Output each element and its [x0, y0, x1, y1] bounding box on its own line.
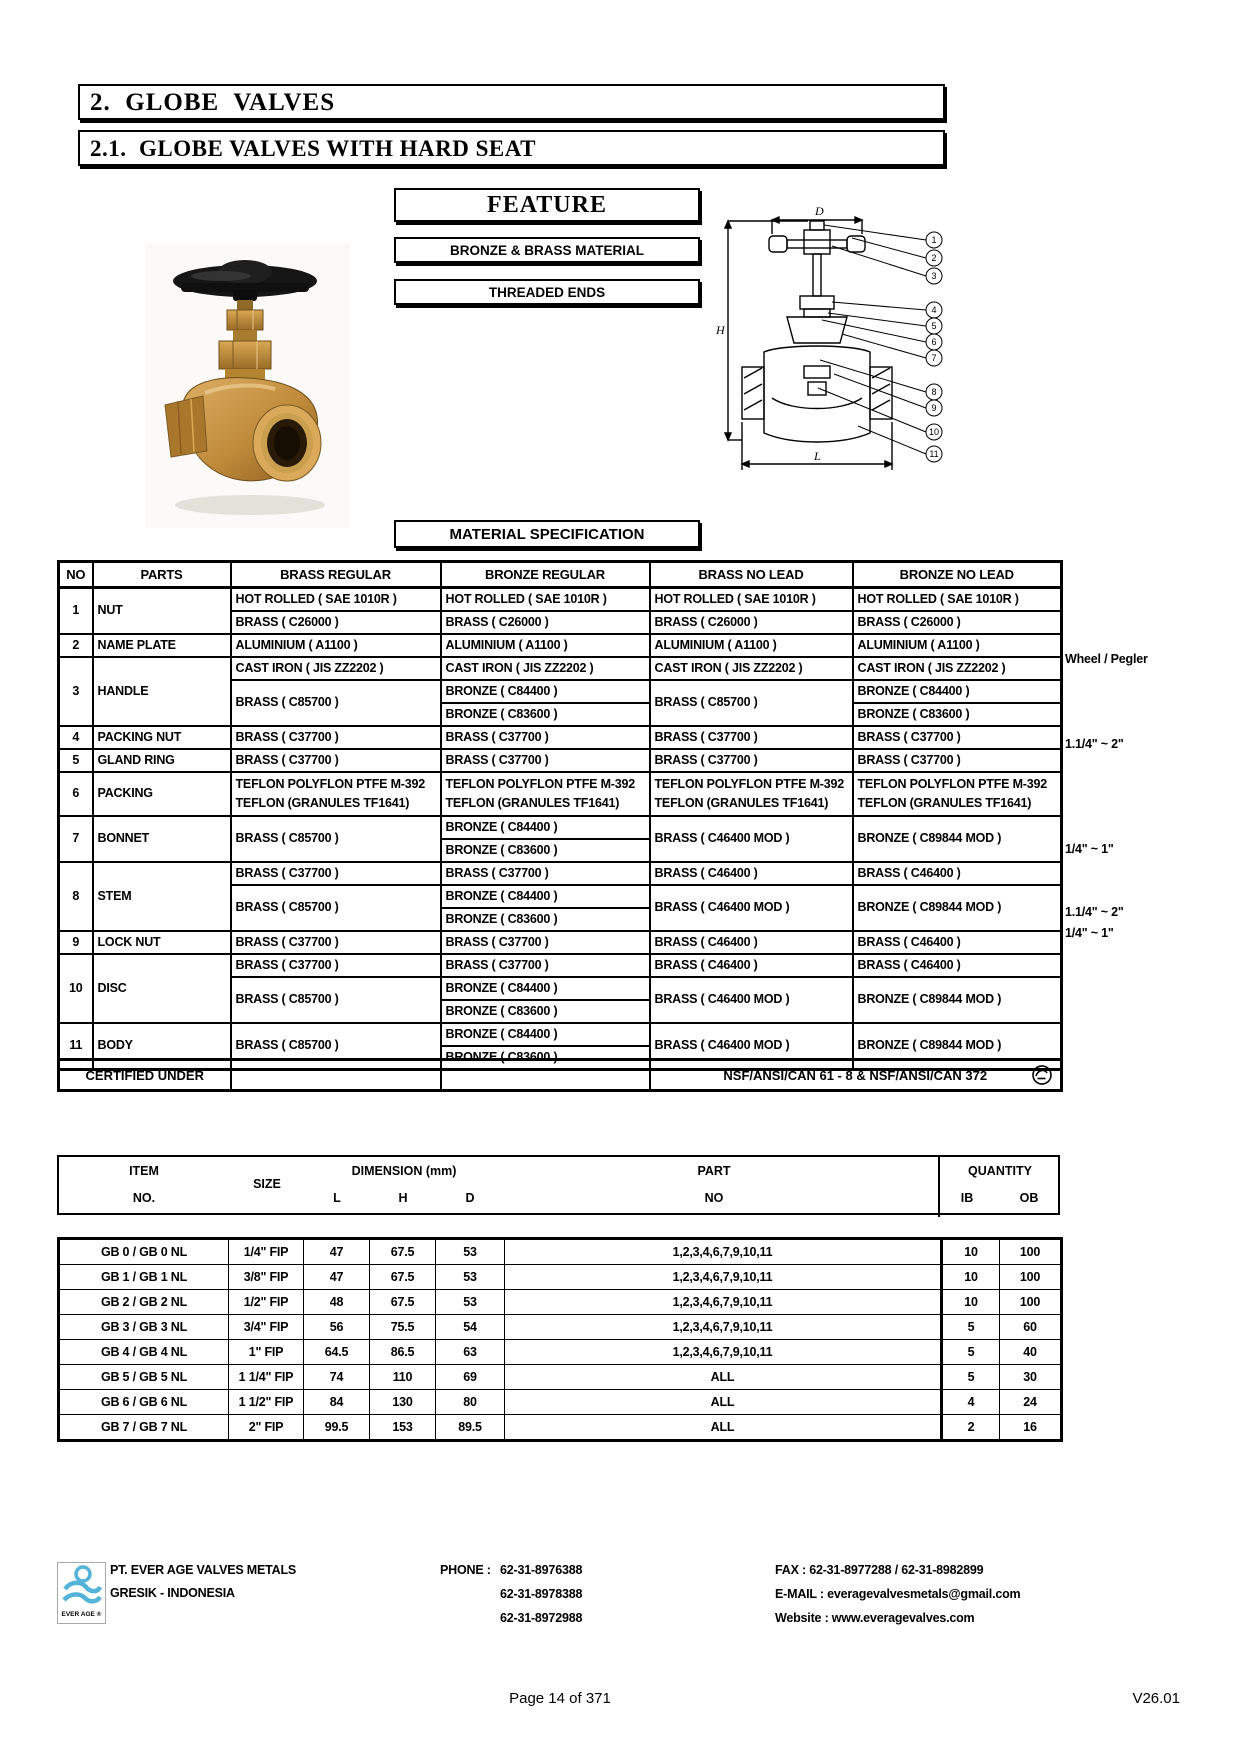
dt-cell: GB 1 / GB 1 NL	[59, 1265, 229, 1290]
dt-cell: 100	[1000, 1265, 1062, 1290]
table-row	[59, 588, 1062, 612]
subsection-title: 2.1. GLOBE VALVES WITH HARD SEAT	[90, 136, 536, 161]
valve-diagram	[712, 202, 957, 550]
dt-cell: 1,2,3,4,6,7,9,10,11	[505, 1265, 942, 1290]
dt-cell: 99.5	[304, 1415, 370, 1441]
dt-header-divider	[938, 1157, 940, 1217]
dt-cell: 86.5	[370, 1340, 436, 1365]
dt-cell: 24	[1000, 1390, 1062, 1415]
company-name: PT. EVER AGE VALVES METALS	[110, 1563, 297, 1577]
certified-label: CERTIFIED UNDER	[59, 1060, 231, 1091]
mt-cell: BRASS ( C85700 )	[231, 1023, 441, 1070]
mt-cell: BRASS ( C46400 )	[853, 954, 1062, 977]
mt-cell: BRONZE ( C84400 )	[441, 977, 650, 1000]
dt-cell: 5	[942, 1340, 1000, 1365]
dimension-table-header	[57, 1155, 1060, 1215]
dt-cell: 2" FIP	[229, 1415, 304, 1441]
callout-number: 3	[931, 271, 937, 281]
dt-cell: 1 1/4" FIP	[229, 1365, 304, 1390]
dt-cell: 1,2,3,4,6,7,9,10,11	[505, 1315, 942, 1340]
feature-heading-box	[394, 188, 700, 222]
mt-cell: BRASS ( C46400 )	[650, 931, 853, 954]
dt-cell: 67.5	[370, 1239, 436, 1265]
mt-cell: ALUMINIUM ( A1100 )	[441, 634, 650, 657]
mt-cell: BRASS ( C37700 )	[441, 931, 650, 954]
callout-number: 4	[931, 305, 937, 315]
mt-cell: 5	[59, 749, 93, 772]
table-row	[59, 1340, 1062, 1365]
mt-cell: LOCK NUT	[93, 931, 231, 954]
dt-cell: 110	[370, 1365, 436, 1390]
mt-cell: BRASS ( C37700 )	[853, 726, 1062, 749]
mt-cell: BRONZE ( C84400 )	[441, 816, 650, 839]
table-row	[59, 954, 1062, 977]
mt-cell: BRASS ( C85700 )	[231, 680, 441, 726]
dt-cell: GB 6 / GB 6 NL	[59, 1390, 229, 1415]
material-spec-heading: MATERIAL SPECIFICATION	[449, 525, 645, 543]
side-note-stem: 1/4" ~ 1"	[1065, 842, 1114, 856]
logo-caption: EVER AGE ®	[61, 1611, 102, 1618]
mt-cell: BRASS ( C46400 )	[853, 931, 1062, 954]
mt-cell: BRASS ( C37700 )	[853, 749, 1062, 772]
mt-cell: HOT ROLLED ( SAE 1010R )	[441, 588, 650, 612]
callout-number: 5	[931, 321, 937, 331]
mt-header: BRONZE NO LEAD	[853, 562, 1062, 588]
company-logo	[57, 1562, 106, 1624]
page-number: Page 14 of 371	[509, 1690, 611, 1707]
wave-logo-icon	[59, 1563, 104, 1609]
dt-header-item-no: NO.	[132, 1191, 156, 1205]
mt-cell: 7	[59, 816, 93, 862]
dt-header-quantity: QUANTITY	[968, 1164, 1032, 1178]
table-row	[59, 1265, 1062, 1290]
mt-cell: TEFLON POLYFLON PTFE M-392 TEFLON (GRANULES TF1641)	[650, 772, 853, 816]
callout-number: 10	[928, 427, 940, 437]
dt-cell: 56	[304, 1315, 370, 1340]
valve-photo	[145, 243, 350, 528]
dt-cell: 16	[1000, 1415, 1062, 1441]
table-row	[59, 931, 1062, 954]
mt-cell: HOT ROLLED ( SAE 1010R )	[853, 588, 1062, 612]
mt-cell: BRONZE ( C84400 )	[441, 680, 650, 703]
certified-empty-cell	[231, 1060, 441, 1091]
side-note-gland-ring: 1.1/4" ~ 2"	[1065, 737, 1124, 751]
dt-cell: 5	[942, 1315, 1000, 1340]
dt-cell: GB 0 / GB 0 NL	[59, 1239, 229, 1265]
mt-cell: 10	[59, 954, 93, 1023]
callout-number: 6	[931, 337, 937, 347]
table-row	[59, 749, 1062, 772]
table-row	[59, 1239, 1062, 1265]
mt-cell: BODY	[93, 1023, 231, 1070]
mt-cell: BRASS ( C46400 )	[650, 862, 853, 885]
mt-cell: BRASS ( C46400 )	[650, 954, 853, 977]
feature-item: THREADED ENDS	[488, 284, 606, 300]
mt-cell: 4	[59, 726, 93, 749]
mt-cell: BRONZE ( C83600 )	[441, 839, 650, 862]
dt-cell: GB 3 / GB 3 NL	[59, 1315, 229, 1340]
mt-cell: BRASS ( C37700 )	[231, 954, 441, 977]
dt-cell: 10	[942, 1265, 1000, 1290]
mt-header: NO	[59, 562, 93, 588]
mt-cell: BRASS ( C85700 )	[231, 816, 441, 862]
mt-cell: BRASS ( C37700 )	[650, 749, 853, 772]
mt-cell: 6	[59, 772, 93, 816]
mt-cell: NAME PLATE	[93, 634, 231, 657]
table-row	[59, 1060, 1062, 1091]
dt-cell: 1,2,3,4,6,7,9,10,11	[505, 1239, 942, 1265]
dt-cell: 47	[304, 1265, 370, 1290]
callout-number: 1	[931, 235, 937, 245]
dt-cell: 67.5	[370, 1265, 436, 1290]
dimension-table-wrap	[57, 1237, 1063, 1442]
mt-cell: CAST IRON ( JIS ZZ2202 )	[650, 657, 853, 680]
mt-cell: BRONZE ( C89844 MOD )	[853, 816, 1062, 862]
dt-cell: 84	[304, 1390, 370, 1415]
dt-cell: 3/4" FIP	[229, 1315, 304, 1340]
mt-cell: BRASS ( C26000 )	[650, 611, 853, 634]
mt-cell: BRONZE ( C89844 MOD )	[853, 885, 1062, 931]
callout-number: 8	[931, 387, 937, 397]
mt-cell: TEFLON POLYFLON PTFE M-392 TEFLON (GRANULES TF1641)	[853, 772, 1062, 816]
website-line: Website : www.everagevalves.com	[775, 1611, 975, 1625]
callout-number: 2	[931, 253, 937, 263]
table-row	[59, 1415, 1062, 1441]
mt-cell: BRASS ( C26000 )	[231, 611, 441, 634]
mt-cell: 9	[59, 931, 93, 954]
side-note-handle: Wheel / Pegler	[1065, 652, 1148, 666]
table-row	[59, 726, 1062, 749]
dt-cell: 69	[436, 1365, 505, 1390]
table-row	[59, 816, 1062, 839]
mt-header-row	[59, 562, 1062, 588]
dim-label-h: H	[716, 323, 725, 337]
table-row	[59, 634, 1062, 657]
dim-label-l: L	[814, 449, 821, 463]
dt-cell: 53	[436, 1290, 505, 1315]
mt-cell: HANDLE	[93, 657, 231, 726]
mt-cell: 8	[59, 862, 93, 931]
mt-cell: BRASS ( C37700 )	[441, 749, 650, 772]
table-row	[59, 772, 1062, 816]
mt-cell: ALUMINIUM ( A1100 )	[650, 634, 853, 657]
mt-cell: BRONZE ( C89844 MOD )	[853, 977, 1062, 1023]
mt-cell: BRASS ( C26000 )	[441, 611, 650, 634]
mt-cell: BRASS ( C46400 MOD )	[650, 1023, 853, 1070]
callout-number: 7	[931, 353, 937, 363]
email-line: E-MAIL : everagevalvesmetals@gmail.com	[775, 1587, 1021, 1601]
dt-cell: 74	[304, 1365, 370, 1390]
dt-cell: 1 1/2" FIP	[229, 1390, 304, 1415]
dim-label-d: D	[815, 204, 824, 218]
dt-cell: 63	[436, 1340, 505, 1365]
mt-cell: BRONZE ( C83600 )	[441, 1000, 650, 1023]
dt-cell: GB 4 / GB 4 NL	[59, 1340, 229, 1365]
dt-cell: GB 7 / GB 7 NL	[59, 1415, 229, 1441]
dt-header-ob: OB	[1019, 1191, 1039, 1205]
certified-bar-wrap	[57, 1058, 1063, 1092]
dt-header-part-no: NO	[704, 1191, 724, 1205]
dt-cell: 153	[370, 1415, 436, 1441]
mt-cell: BRASS ( C37700 )	[231, 726, 441, 749]
mt-header: PARTS	[93, 562, 231, 588]
dt-cell: 1/2" FIP	[229, 1290, 304, 1315]
company-location: GRESIK - INDONESIA	[110, 1586, 235, 1600]
table-row	[59, 657, 1062, 680]
table-row	[59, 1390, 1062, 1415]
mt-cell: STEM	[93, 862, 231, 931]
mt-cell: BRONZE ( C84400 )	[853, 680, 1062, 703]
dt-cell: 100	[1000, 1290, 1062, 1315]
mt-cell: BRASS ( C46400 MOD )	[650, 977, 853, 1023]
dt-cell: 130	[370, 1390, 436, 1415]
fax-line: FAX : 62-31-8977288 / 62-31-8982899	[775, 1563, 984, 1577]
mt-cell: BRASS ( C37700 )	[231, 931, 441, 954]
callout-number: 9	[931, 403, 937, 413]
mt-cell: BRONZE ( C83600 )	[441, 1046, 650, 1070]
mt-cell: BRASS ( C37700 )	[441, 954, 650, 977]
dt-cell: 3/8" FIP	[229, 1265, 304, 1290]
side-note-disc: 1/4" ~ 1"	[1065, 926, 1114, 940]
material-spec-table	[57, 560, 1063, 1071]
mt-cell: BRONZE ( C83600 )	[441, 703, 650, 726]
dt-header-l: L	[333, 1191, 341, 1205]
mt-cell: BRASS ( C85700 )	[231, 977, 441, 1023]
dt-cell: ALL	[505, 1390, 942, 1415]
mt-cell: ALUMINIUM ( A1100 )	[231, 634, 441, 657]
dt-header-d: D	[465, 1191, 475, 1205]
mt-cell: BRASS ( C46400 MOD )	[650, 885, 853, 931]
phone-number: 62-31-8972988	[500, 1611, 583, 1625]
feature-item: BRONZE & BRASS MATERIAL	[450, 242, 644, 258]
callout-number: 11	[929, 449, 939, 459]
dt-cell: 40	[1000, 1340, 1062, 1365]
mt-cell: 3	[59, 657, 93, 726]
valve-photo-illustration	[145, 243, 350, 528]
table-row	[59, 1315, 1062, 1340]
side-note-lock-nut: 1.1/4" ~ 2"	[1065, 905, 1124, 919]
certified-empty-cell	[441, 1060, 650, 1091]
mt-header: BRASS REGULAR	[231, 562, 441, 588]
dt-cell: 80	[436, 1390, 505, 1415]
mt-header: BRASS NO LEAD	[650, 562, 853, 588]
dt-cell: 2	[942, 1415, 1000, 1441]
mt-cell: BRASS ( C37700 )	[231, 749, 441, 772]
dt-cell: 4	[942, 1390, 1000, 1415]
dimension-table	[57, 1237, 1063, 1442]
mt-cell: BRONZE ( C89844 MOD )	[853, 1023, 1062, 1070]
mt-cell: CAST IRON ( JIS ZZ2202 )	[853, 657, 1062, 680]
dt-cell: 30	[1000, 1365, 1062, 1390]
mt-cell: DISC	[93, 954, 231, 1023]
mt-cell: CAST IRON ( JIS ZZ2202 )	[231, 657, 441, 680]
dt-cell: 1,2,3,4,6,7,9,10,11	[505, 1290, 942, 1315]
mt-cell: BRASS ( C37700 )	[441, 862, 650, 885]
dt-cell: 67.5	[370, 1290, 436, 1315]
mt-cell: NUT	[93, 588, 231, 635]
mt-cell: GLAND RING	[93, 749, 231, 772]
phone-number: 62-31-8976388	[500, 1563, 583, 1577]
mt-cell: BRASS ( C46400 )	[853, 862, 1062, 885]
mt-cell: BRONZE ( C83600 )	[853, 703, 1062, 726]
mt-cell: BRASS ( C46400 MOD )	[650, 816, 853, 862]
certified-value-cell	[650, 1060, 1062, 1091]
dt-header-dimension: DIMENSION (mm)	[351, 1164, 457, 1178]
dt-cell: 1" FIP	[229, 1340, 304, 1365]
feature-item-box	[394, 237, 700, 263]
dt-cell: GB 5 / GB 5 NL	[59, 1365, 229, 1390]
table-row	[59, 862, 1062, 885]
mt-cell: 1	[59, 588, 93, 635]
table-row	[59, 1023, 1062, 1046]
mt-cell: BONNET	[93, 816, 231, 862]
mt-cell: 11	[59, 1023, 93, 1070]
table-row	[59, 1290, 1062, 1315]
feature-item-box	[394, 279, 700, 305]
dt-cell: 53	[436, 1239, 505, 1265]
mt-cell: BRASS ( C85700 )	[231, 885, 441, 931]
certification-mark-icon	[1030, 1063, 1054, 1090]
dt-cell: 54	[436, 1315, 505, 1340]
subsection-title-box	[78, 130, 945, 166]
dt-header-item: ITEM	[129, 1164, 159, 1178]
mt-cell: 2	[59, 634, 93, 657]
dt-header-part: PART	[697, 1164, 731, 1178]
material-spec-table-wrap	[57, 560, 1063, 1071]
material-spec-heading-box	[394, 520, 700, 548]
dt-cell: 47	[304, 1239, 370, 1265]
dt-cell: 75.5	[370, 1315, 436, 1340]
mt-cell: BRASS ( C37700 )	[441, 726, 650, 749]
dt-cell: 10	[942, 1239, 1000, 1265]
section-title: 2. GLOBE VALVES	[90, 89, 336, 116]
valve-diagram-drawing	[712, 202, 957, 550]
dt-cell: 1,2,3,4,6,7,9,10,11	[505, 1340, 942, 1365]
mt-cell: BRASS ( C26000 )	[853, 611, 1062, 634]
mt-cell: PACKING	[93, 772, 231, 816]
dt-header-size: SIZE	[253, 1177, 281, 1191]
dt-cell: 5	[942, 1365, 1000, 1390]
dt-header-h: H	[398, 1191, 408, 1205]
mt-cell: TEFLON POLYFLON PTFE M-392 TEFLON (GRANULES TF1641)	[231, 772, 441, 816]
mt-cell: BRONZE ( C84400 )	[441, 885, 650, 908]
mt-cell: BRONZE ( C83600 )	[441, 908, 650, 931]
table-row	[59, 1365, 1062, 1390]
dt-header-ib: IB	[960, 1191, 974, 1205]
mt-cell: BRASS ( C37700 )	[231, 862, 441, 885]
section-title-box	[78, 84, 945, 120]
mt-cell: BRONZE ( C84400 )	[441, 1023, 650, 1046]
dt-cell: 89.5	[436, 1415, 505, 1441]
dt-cell: 48	[304, 1290, 370, 1315]
dt-cell: 100	[1000, 1239, 1062, 1265]
mt-cell: TEFLON POLYFLON PTFE M-392 TEFLON (GRANULES TF1641)	[441, 772, 650, 816]
dt-cell: ALL	[505, 1415, 942, 1441]
mt-cell: HOT ROLLED ( SAE 1010R )	[231, 588, 441, 612]
mt-cell: CAST IRON ( JIS ZZ2202 )	[441, 657, 650, 680]
feature-heading: FEATURE	[487, 191, 607, 218]
dt-cell: GB 2 / GB 2 NL	[59, 1290, 229, 1315]
mt-cell: HOT ROLLED ( SAE 1010R )	[650, 588, 853, 612]
mt-cell: ALUMINIUM ( A1100 )	[853, 634, 1062, 657]
dt-cell: 53	[436, 1265, 505, 1290]
mt-header: BRONZE REGULAR	[441, 562, 650, 588]
phone-number: 62-31-8978388	[500, 1587, 583, 1601]
mt-cell: BRASS ( C37700 )	[650, 726, 853, 749]
mt-cell: BRASS ( C85700 )	[650, 680, 853, 726]
phone-label: PHONE :	[440, 1563, 491, 1577]
version-number: V26.01	[1132, 1690, 1180, 1707]
dt-cell: 64.5	[304, 1340, 370, 1365]
certified-bar	[57, 1058, 1063, 1092]
dt-cell: 10	[942, 1290, 1000, 1315]
dt-cell: ALL	[505, 1365, 942, 1390]
dt-cell: 60	[1000, 1315, 1062, 1340]
dt-cell: 1/4" FIP	[229, 1239, 304, 1265]
mt-cell: PACKING NUT	[93, 726, 231, 749]
certified-value: NSF/ANSI/CAN 61 - 8 & NSF/ANSI/CAN 372	[723, 1067, 988, 1083]
